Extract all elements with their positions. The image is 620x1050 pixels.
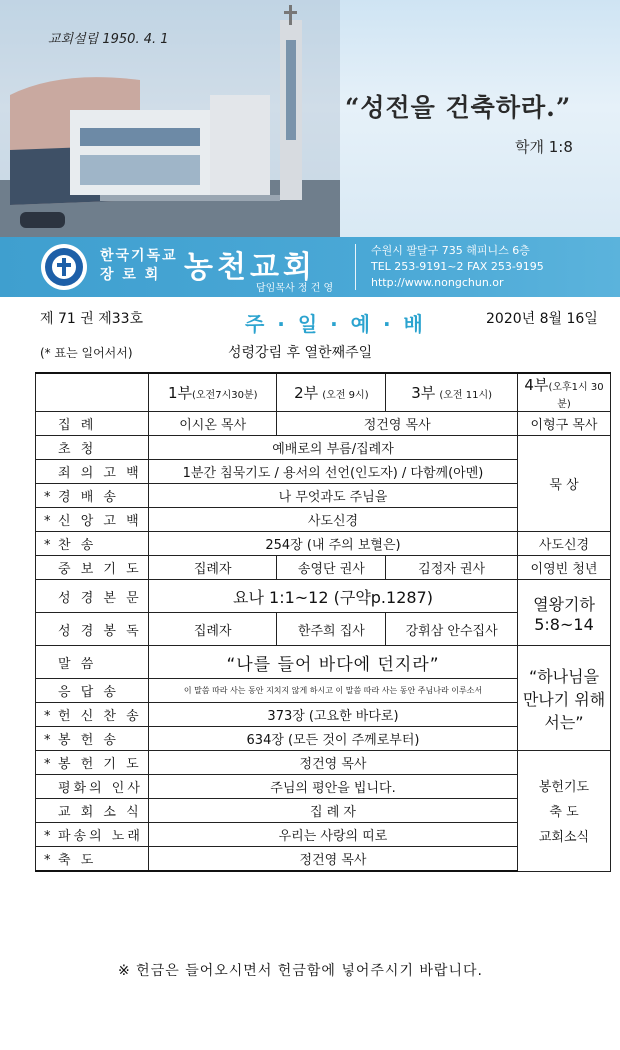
founding-date: 교회설립 1950. 4. 1 — [48, 32, 169, 47]
cell: 254장 (내 주의 보혈은) — [149, 532, 518, 556]
service-num: 2부 — [294, 384, 319, 402]
cell: 송영단 권사 — [277, 556, 386, 580]
cell: 이시온 목사 — [149, 412, 277, 436]
table-row — [36, 751, 611, 775]
cell: 이영빈 청년 — [518, 556, 611, 580]
item-label: 중 보 기 도 — [36, 556, 149, 580]
phone-fax: TEL 253-9191~2 FAX 253-9195 — [371, 260, 544, 273]
service-1-header — [149, 373, 277, 412]
service-header-row — [36, 373, 611, 412]
service-time: (오후1시 30분) — [548, 382, 604, 410]
table-row — [36, 532, 611, 556]
cell: 예배로의 부름/집례자 — [149, 436, 518, 460]
cell: 사도신경 — [149, 508, 518, 532]
bulletin-date: 2020년 8월 16일 — [486, 311, 598, 327]
item-label: 초 청 — [36, 436, 149, 460]
item-label: 교 회 소 식 — [36, 799, 149, 823]
cell: 정건영 목사 — [277, 412, 518, 436]
table-row — [36, 580, 611, 613]
closing-item: 교회소식 — [538, 830, 590, 846]
cell: “하나님을 만나기 위해서는” — [518, 646, 611, 751]
table-row — [36, 646, 611, 679]
denomination — [100, 247, 178, 285]
cell: 주님의 평안을 빕니다. — [149, 775, 518, 799]
standing-note: (* 표는 일어서서) — [40, 346, 133, 360]
offering-notice: ※ 헌금은 들어오시면서 헌금함에 넣어주시기 바랍니다. — [118, 963, 483, 979]
item-label: 평화의 인사 — [36, 775, 149, 799]
cell: 집례자 — [149, 613, 277, 646]
service-3-header — [386, 373, 518, 412]
cell: 이 말씀 따라 사는 동안 지치지 않게 하시고 이 말씀 따라 사는 동안 주님나라 이루소서 — [149, 679, 518, 703]
item-label: * 경 배 송 — [36, 484, 149, 508]
service-time: (오전 11시) — [439, 390, 493, 401]
service-num: 3부 — [411, 384, 436, 402]
address: 수원시 팔달구 735 해피니스 6층 — [371, 244, 530, 257]
service-2-header — [277, 373, 386, 412]
cell: 우리는 사랑의 띠로 — [149, 823, 518, 847]
item-label: 죄 의 고 백 — [36, 460, 149, 484]
divider — [355, 244, 356, 290]
cell: 요나 1:1~12 (구약p.1287) — [149, 580, 518, 613]
item-label: * 찬 송 — [36, 532, 149, 556]
cell: 열왕기하 5:8~14 — [518, 580, 611, 646]
volume-number: 제 71 권 제33호 — [40, 311, 144, 327]
contact-info — [371, 243, 544, 291]
item-label: * 봉 헌 기 도 — [36, 751, 149, 775]
item-label: 성 경 봉 독 — [36, 613, 149, 646]
church-name: 농천교회 — [184, 250, 316, 285]
service-time: (오전7시30분) — [191, 390, 258, 401]
table-row — [36, 412, 611, 436]
senior-pastor: 담임목사 정 건 영 — [256, 283, 334, 294]
service-num: 4부 — [524, 376, 549, 394]
denomination-line1: 한국기독교 — [100, 248, 178, 264]
denomination-line2: 장 로 회 — [100, 267, 161, 283]
closing-item: 축 도 — [549, 805, 579, 821]
cell: 이형구 목사 — [518, 412, 611, 436]
item-label: * 헌 신 찬 송 — [36, 703, 149, 727]
item-label: * 봉 헌 송 — [36, 727, 149, 751]
header-banner — [0, 0, 620, 237]
item-label: 응 답 송 — [36, 679, 149, 703]
table-row — [36, 436, 611, 460]
cell: 정건영 목사 — [149, 751, 518, 775]
cell: 집 례 자 — [149, 799, 518, 823]
bulletin-title: 주 · 일 · 예 · 배 — [245, 312, 426, 336]
cell: 634장 (모든 것이 주께로부터) — [149, 727, 518, 751]
service-num: 1부 — [167, 384, 192, 402]
cell: 김정자 권사 — [386, 556, 518, 580]
cell-closing-items — [518, 751, 611, 872]
cell: 한주희 집사 — [277, 613, 386, 646]
cell: 집례자 — [149, 556, 277, 580]
item-label: 집 례 — [36, 412, 149, 436]
liturgical-day: 성령강림 후 열한째주일 — [228, 345, 373, 361]
cell: “나를 들어 바다에 던지라” — [149, 646, 518, 679]
order-of-worship-table — [35, 372, 611, 872]
item-label: * 파송의 노래 — [36, 823, 149, 847]
item-label: 성 경 본 문 — [36, 580, 149, 613]
service-time: (오전 9시) — [322, 390, 369, 401]
service-4-header — [518, 373, 611, 412]
header-blank — [36, 373, 149, 412]
slogan-verse: 학개 1:8 — [515, 138, 573, 156]
item-label: * 축 도 — [36, 847, 149, 872]
cell: 정건영 목사 — [149, 847, 518, 872]
cell: 373장 (고요한 바다로) — [149, 703, 518, 727]
cell: 묵 상 — [518, 436, 611, 532]
item-label: * 신 앙 고 백 — [36, 508, 149, 532]
website-link[interactable]: http://www.nongchun.or — [371, 276, 504, 289]
church-logo-icon — [40, 243, 88, 291]
cell: 강휘삼 안수집사 — [386, 613, 518, 646]
cell: 사도신경 — [518, 532, 611, 556]
cell: 1분간 침묵기도 / 용서의 선언(인도자) / 다함께(아멘) — [149, 460, 518, 484]
item-label: 말 씀 — [36, 646, 149, 679]
slogan: “성전을 건축하라.” — [345, 93, 572, 122]
cell: 나 무엇과도 주님을 — [149, 484, 518, 508]
table-row — [36, 556, 611, 580]
closing-item: 봉헌기도 — [538, 780, 590, 796]
